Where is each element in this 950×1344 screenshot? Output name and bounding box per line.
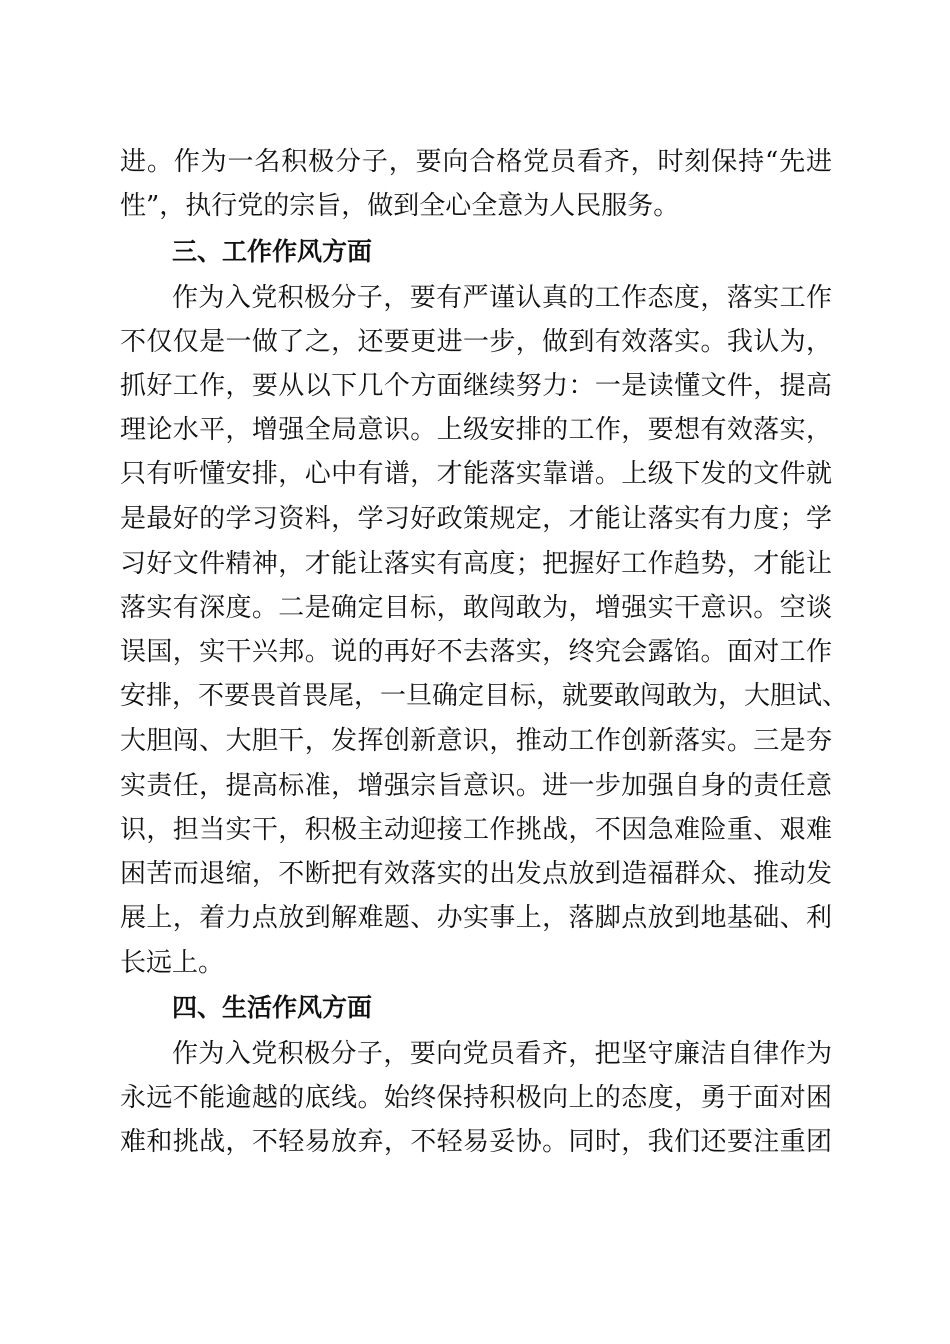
paragraph-line: 长远上。	[120, 948, 225, 978]
paragraph-line: 作为入党积极分子，要向党员看齐，把坚守廉洁自律作为	[172, 1039, 832, 1069]
paragraph-line: 不仅仅是一做了之，还要更进一步，做到有效落实。我认为，	[120, 327, 832, 357]
paragraph-line: 只有听懂安排，心中有谱，才能落实靠谱。上级下发的文件就	[120, 459, 832, 489]
paragraph-line: 识，担当实干，积极主动迎接工作挑战，不因急难险重、艰难	[120, 815, 832, 845]
paragraph-line: 作为入党积极分子，要有严谨认真的工作态度，落实工作	[172, 283, 832, 313]
section-heading-work-style: 三、工作作风方面	[172, 237, 373, 266]
paragraph-line: 是最好的学习资料，学习好政策规定，才能让落实有力度；学	[120, 504, 832, 534]
paragraph-line: 展上，着力点放到解难题、办实事上，落脚点放到地基础、利	[120, 903, 832, 933]
paragraph-line: 理论水平，增强全局意识。上级安排的工作，要想有效落实，	[120, 415, 832, 445]
paragraph-line: 困苦而退缩，不断把有效落实的出发点放到造福群众、推动发	[120, 859, 832, 889]
paragraph-line: 落实有深度。二是确定目标，敢闯敢为，增强实干意识。空谈	[120, 593, 832, 623]
paragraph-line: 抓好工作，要从以下几个方面继续努力：一是读懂文件，提高	[120, 371, 832, 401]
paragraph-line: 永远不能逾越的底线。始终保持积极向上的态度，勇于面对困	[120, 1083, 832, 1113]
paragraph-line: 习好文件精神，才能让落实有高度；把握好工作趋势，才能让	[120, 549, 832, 579]
paragraph-line: 难和挑战，不轻易放弃，不轻易妥协。同时，我们还要注重团	[120, 1127, 832, 1157]
paragraph-line: 进。作为一名积极分子，要向合格党员看齐，时刻保持“先进	[120, 147, 832, 177]
paragraph-line: 误国，实干兴邦。说的再好不去落实，终究会露馅。面对工作	[120, 637, 832, 667]
paragraph-line: 大胆闯、大胆干，发挥创新意识，推动工作创新落实。三是夯	[120, 726, 832, 756]
paragraph-line: 安排，不要畏首畏尾，一旦确定目标，就要敢闯敢为，大胆试、	[120, 681, 849, 711]
section-heading-life-style: 四、生活作风方面	[172, 993, 373, 1022]
paragraph-line: 性”，执行党的宗旨，做到全心全意为人民服务。	[120, 191, 680, 221]
paragraph-line: 实责任，提高标准，增强宗旨意识。进一步加强自身的责任意	[120, 771, 832, 801]
